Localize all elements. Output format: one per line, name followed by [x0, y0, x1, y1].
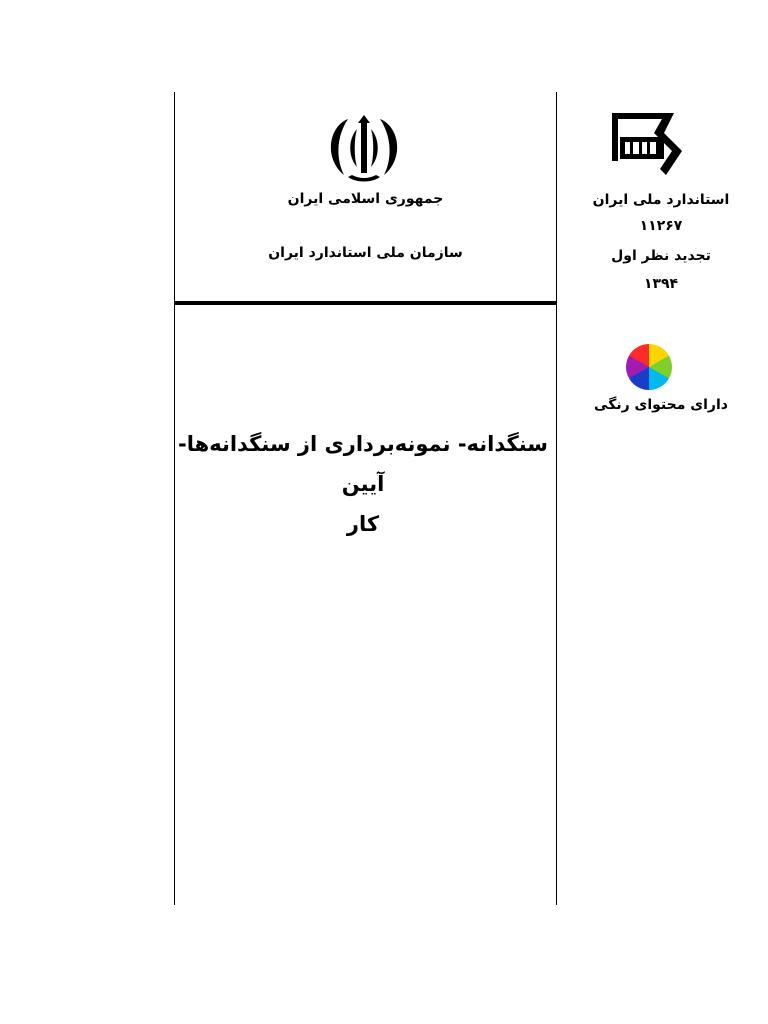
color-content-note: دارای محتوای رنگی: [594, 397, 728, 413]
document-title: [176, 424, 550, 544]
title-line-1: سنگدانه- نمونه‌برداری از سنگدانه‌ها- آیین: [178, 432, 548, 496]
republic-name: جمهوری اسلامی ایران: [287, 191, 444, 207]
isiri-logo-icon: [608, 111, 686, 177]
iran-emblem-icon: [320, 113, 408, 183]
standard-label: استاندارد ملی ایران: [592, 192, 730, 208]
header-divider: [174, 301, 557, 305]
standard-number: ۱۱۲۶۷: [639, 218, 683, 234]
color-wheel-icon: [626, 344, 672, 390]
right-border-line: [556, 92, 557, 905]
revision-label: تجدید نظر اول: [611, 248, 711, 264]
title-line-2: کار: [346, 512, 380, 536]
organization-name: سازمان ملی استاندارد ایران: [268, 245, 463, 261]
publication-year: ۱۳۹۴: [643, 276, 679, 292]
left-border-line: [174, 92, 175, 905]
